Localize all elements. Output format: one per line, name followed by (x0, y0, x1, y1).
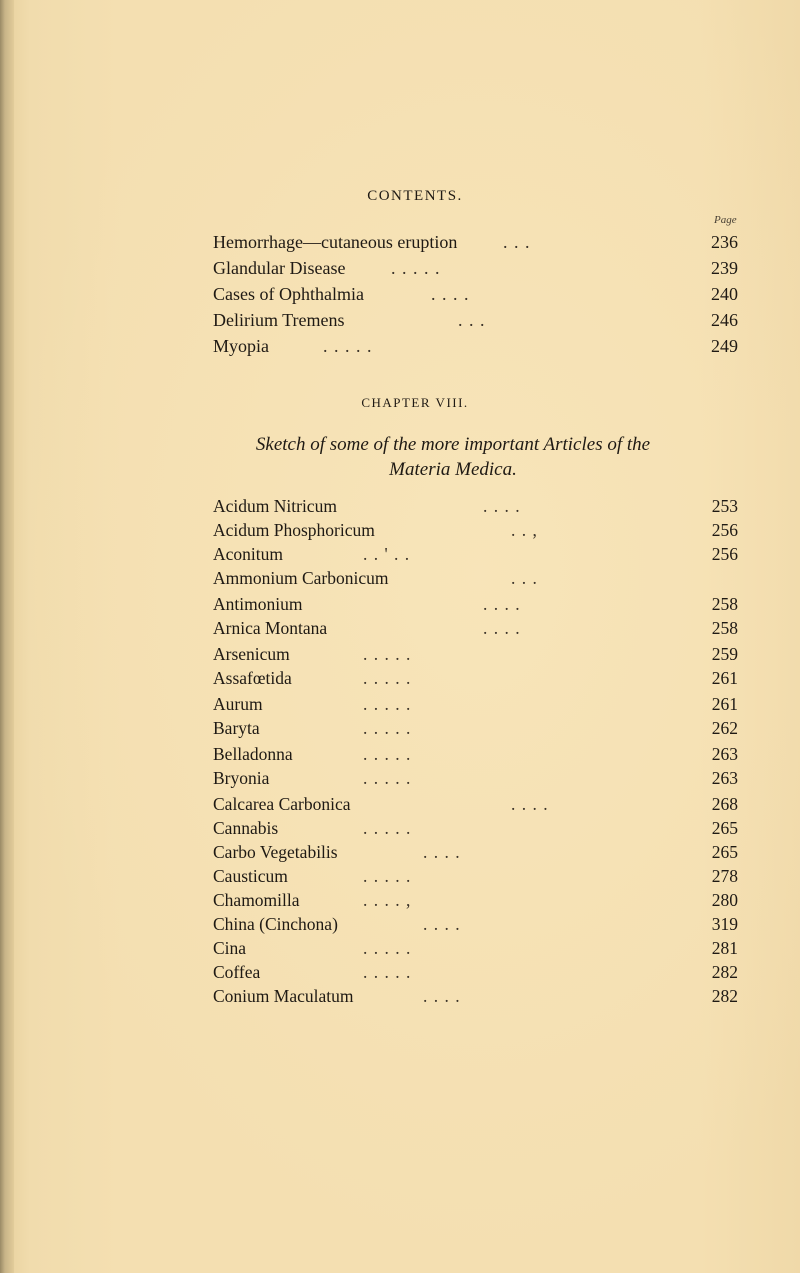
toc-entry-title: Glandular Disease (213, 258, 346, 278)
toc-leader-dots: . . . . . (363, 718, 412, 738)
toc-entry-title: Aurum (213, 694, 263, 714)
toc-leader-dots: . . . . . (323, 336, 373, 356)
chapter-heading: CHAPTER VIII. (361, 395, 469, 410)
chapter-title-line-1: Sketch of some of the more important Articles of the (255, 434, 651, 455)
toc-entry-title: Assafœtida (213, 668, 292, 688)
toc-leader-dots: . . . (458, 310, 486, 330)
toc-entry-title: China (Cinchona) (213, 914, 338, 934)
toc-leader-dots: . . . . (423, 914, 461, 934)
toc-entry-title: Carbo Vegetabilis (213, 842, 338, 862)
toc-entry-title: Bryonia (213, 768, 270, 788)
toc-leader-dots: . . , (511, 520, 538, 540)
toc-leader-dots: . . . . (511, 794, 549, 814)
toc-entry-page: 256 (711, 544, 738, 564)
toc-entry (213, 254, 738, 282)
toc-entry-page: 265 (711, 818, 738, 838)
toc-entry-page: 265 (711, 842, 738, 862)
toc-entry-title: Coffea (213, 962, 261, 982)
toc-entry-page: 258 (711, 618, 738, 638)
toc-entry-page: 259 (711, 644, 738, 664)
toc-entry-title: Myopia (213, 336, 269, 356)
toc-entry (213, 714, 738, 742)
toc-leader-dots: . . . . . (363, 644, 412, 664)
toc-entry-title: Baryta (213, 718, 260, 738)
toc-entry-page: 253 (711, 496, 738, 516)
toc-leader-dots: . . . . . (363, 818, 412, 838)
toc-entry-title: Belladonna (213, 744, 293, 764)
toc-leader-dots: . . . . . (391, 258, 441, 278)
toc-entry (213, 228, 738, 256)
toc-entry-page: 258 (711, 594, 738, 614)
toc-leader-dots: . . . (511, 568, 538, 588)
toc-entry-page: 282 (711, 962, 738, 982)
toc-entry-page: 239 (711, 258, 738, 278)
toc-entry-page: 261 (711, 668, 738, 688)
toc-entry-title: Chamomilla (213, 890, 300, 910)
toc-entry (213, 306, 738, 334)
toc-leader-dots: . . . . . (363, 938, 412, 958)
toc-entry-title: Acidum Nitricum (213, 496, 337, 516)
toc-entry-title: Cannabis (213, 818, 279, 838)
toc-entry (213, 982, 738, 1010)
toc-entry-page: 278 (711, 866, 738, 886)
toc-entry-title: Hemorrhage—cutaneous eruption (213, 232, 458, 252)
toc-leader-dots: . . . . (423, 986, 461, 1006)
toc-entry (213, 564, 738, 592)
toc-entry-title: Cases of Ophthalmia (213, 284, 364, 304)
toc-entry-title: Antimonium (213, 594, 303, 614)
toc-leader-dots: . . . . (483, 594, 521, 614)
toc-entry (213, 332, 738, 360)
toc-entry-page: 262 (711, 718, 738, 738)
toc-leader-dots: . . . . . (363, 866, 412, 886)
toc-entry-title: Ammonium Carbonicum (213, 568, 389, 588)
toc-entry-title: Calcarea Carbonica (213, 794, 351, 814)
toc-leader-dots: . . . . (483, 496, 521, 516)
toc-entry (213, 280, 738, 308)
chapter-title (218, 432, 688, 482)
toc-entry-page: 268 (711, 794, 738, 814)
toc-entry-page: 280 (711, 890, 738, 910)
toc-entry-page: 282 (711, 986, 738, 1006)
toc-entry-page: 263 (711, 768, 738, 788)
toc-entry-title: Acidum Phosphoricum (213, 520, 375, 540)
toc-entry-page: 256 (711, 520, 738, 540)
toc-entry-page: 281 (711, 938, 738, 958)
toc-entry-page: 261 (711, 694, 738, 714)
toc-entry-page: 236 (711, 232, 738, 252)
toc-entry (213, 664, 738, 692)
toc-leader-dots: . . . (503, 232, 531, 252)
running-head: CONTENTS. (367, 188, 463, 204)
toc-leader-dots: . . . . . (363, 668, 412, 688)
toc-leader-dots: . . . . . (363, 962, 412, 982)
toc-entry-page: 240 (711, 284, 738, 304)
toc-entry-page: 246 (711, 310, 738, 330)
toc-leader-dots: . . . . (483, 618, 521, 638)
toc-entry-title: Causticum (213, 866, 288, 886)
toc-entry-page: 263 (711, 744, 738, 764)
toc-leader-dots: . . . . . (363, 694, 412, 714)
toc-entry-title: Delirium Tremens (213, 310, 345, 330)
page-column-label: Page (714, 214, 737, 226)
chapter-title-line-2: Materia Medica. (389, 459, 517, 480)
toc-entry (213, 614, 738, 642)
toc-leader-dots: . . . . (423, 842, 461, 862)
toc-leader-dots: . . . . . (363, 768, 412, 788)
toc-entry-title: Conium Maculatum (213, 986, 354, 1006)
toc-entry-title: Arnica Montana (213, 618, 328, 638)
toc-entry-title: Arsenicum (213, 644, 290, 664)
toc-leader-dots: . . ' . . (363, 544, 411, 564)
toc-entry (213, 764, 738, 792)
toc-leader-dots: . . . . , (363, 890, 412, 910)
toc-entry-page: 249 (711, 336, 738, 356)
toc-entry-title: Aconitum (213, 544, 283, 564)
toc-entry-title: Cina (213, 938, 247, 958)
toc-leader-dots: . . . . (431, 284, 470, 304)
toc-entry-page: 319 (711, 914, 738, 934)
toc-leader-dots: . . . . . (363, 744, 412, 764)
